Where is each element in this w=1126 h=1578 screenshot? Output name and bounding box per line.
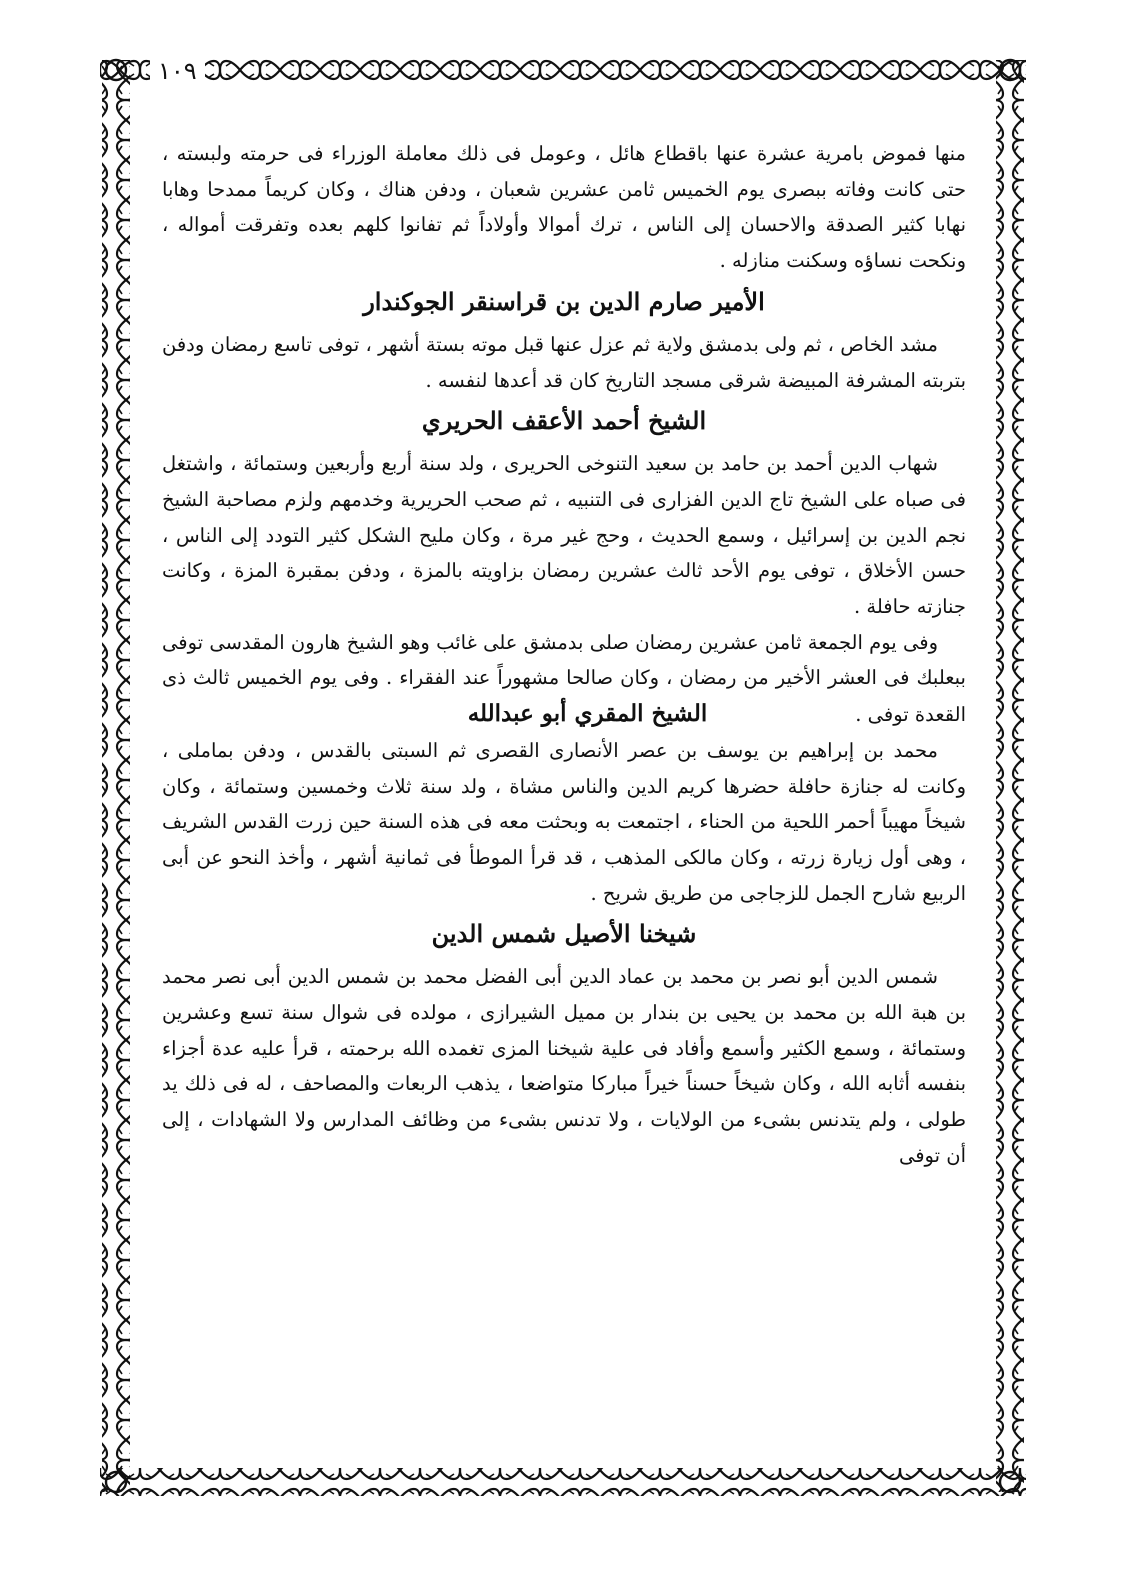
- paragraph-text: وفى يوم الجمعة ثامن عشرين رمضان صلى بدمشق على غائب وهو الشيخ هارون المقدسى توفى ببعلبك فى العشر الأخير من رمضان ، وكان صالحا مشهوراً عند الفقراء . وفى يوم الخميس ثالث ذى القعدة توفى .: [162, 630, 966, 727]
- section-heading: شيخنا الأصيل شمس الدين: [431, 919, 697, 949]
- text-body: [162, 136, 966, 1456]
- section-heading: الشيخ المقري أبو عبدالله: [467, 700, 708, 728]
- paragraph: [162, 625, 966, 733]
- paragraph: منها فموض بامرية عشرة عنها باقطاع هائل ، وعومل فى ذلك معاملة الوزراء فى حرمته ولبسته ، حتى كانت وفاته ببصرى يوم الخميس ثامن عشرين شعبان ، ودفن هناك ، وكان كريماً ممدحا وهابا نهابا كثير الصدقة والاحسان إلى الناس ، ترك أموالا وأولاداً ثم تفانوا كلهم بعده وتفرقت أمواله ، ونكحت نساؤه وسكنت منازله .: [162, 142, 966, 273]
- border-right: [996, 60, 1024, 1492]
- paragraph: شهاب الدين أحمد بن حامد بن سعيد التنوخى الحريرى ، ولد سنة أربع وأربعين وستمائة ، واشتغل فى صباه على الشيخ تاج الدين الفزارى فى التنبيه ، ثم صحب الحريرية وخدمهم ولزم مصاحبة الشيخ نجم الدين بن إسرائيل ، وسمع الحديث ، وحج غير مرة ، وكان مليح الشكل كثير التودد إلى الناس ، حسن الأخلاق ، توفى يوم الأحد ثالث عشرين رمضان بزاويته بالمزة ، ودفن بمقبرة المزة ، وكانت جنازته حافلة .: [162, 452, 966, 619]
- border-left: [102, 60, 130, 1492]
- border-top: [100, 56, 1026, 84]
- paragraph: شمس الدين أبو نصر بن محمد بن عماد الدين أبى الفضل محمد بن شمس الدين أبى نصر محمد بن هبة الله بن محمد بن يحيى بن بندار بن مميل الشيرازى ، مولده فى شوال سنة تسع وعشرين وستمائة ، وسمع الكثير وأسمع وأفاد فى علية شيخنا المزى تغمده الله برحمته ، قرأ عليه عدة أجزاء بنفسه أثابه الله ، وكان شيخاً حسناً خيراً مباركا متواضعا ، يذهب الربعات والمصاحف ، له فى ذلك يد طولى ، ولم يتدنس بشىء من الولايات ، ولا تدنس بشىء من وظائف المدارس ولا الشهادات ، إلى أن توفى: [162, 965, 966, 1167]
- paragraph: محمد بن إبراهيم بن يوسف بن عصر الأنصارى القصرى ثم السبتى بالقدس ، ودفن بماملى ، وكانت له جنازة حافلة حضرها كريم الدين والناس مشاة ، ولد سنة ثلاث وخمسين وستمائة ، وكان شيخاً مهيباً أحمر اللحية من الحناء ، اجتمعت به وبحثت معه فى هذه السنة حين زرت القدس الشريف ، وهى أول زيارة زرته ، وكان مالكى المذهب ، قد قرأ الموطأ فى ثمانية أشهر ، وأخذ النحو عن أبى الربيع شارح الجمل للزجاجى من طريق شريح .: [162, 738, 966, 905]
- page-number: ١٠٩: [150, 56, 205, 86]
- paragraph: مشد الخاص ، ثم ولى بدمشق ولاية ثم عزل عنها قبل موته بستة أشهر ، توفى تاسع رمضان ودفن بتربته المشرفة المبيضة شرقى مسجد التاريخ كان قد أعدها لنفسه .: [162, 332, 966, 392]
- section-heading: الأمير صارم الدين بن قراسنقر الجوكندار: [363, 286, 765, 316]
- section-heading: الشيخ أحمد الأعقف الحريري: [421, 406, 707, 436]
- border-bottom: [100, 1468, 1026, 1496]
